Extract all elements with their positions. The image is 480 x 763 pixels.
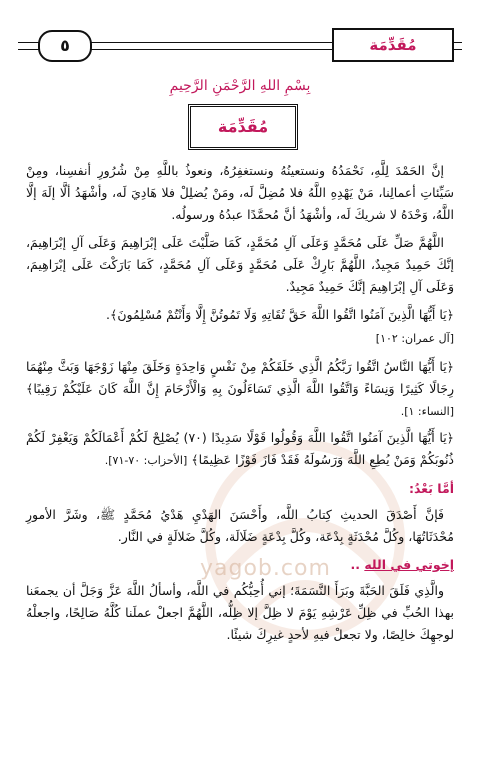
basmala: بِسْمِ اللهِ الرَّحْمَنِ الرَّحِيمِ	[169, 78, 311, 94]
main-text	[26, 160, 454, 652]
page-header	[18, 30, 462, 60]
opening-paragraph: إنَّ الحَمْدَ لِلَّهِ، نَحْمَدُهُ ونستعينُهُ ونستغفِرُهُ، ونعوذُ باللَّهِ مِنْ شُرُورِ أنفسِنا، ومِنْ سَيِّئاتِ أعمالِنا، مَنْ يَهْدِهِ اللَّهُ فلا مُضِلَّ لَه، ومَنْ يُضلِلْ فلا هَادِيَ لَه، وأشْهَدُ ألَّا إلَهَ إلَّا اللَّهُ، وَحْدَهُ لا شريكَ لَه، وأشْهَدُ أنَّ مُحمَّدًا عبدُهُ ورسولُه.	[26, 163, 454, 222]
ayah-an-nisa-reference: [النساء: ١].	[400, 405, 454, 418]
ayah-al-imran: ﴿يَا أَيُّهَا الَّذِينَ آمَنُوا اتَّقُوا اللَّهَ حَقَّ تُقَاتِهِ وَلَا تَمُوتُنَّ إِلَّا وَأَنْتُمْ مُسْلِمُونَ﴾.	[106, 307, 454, 322]
ayah-an-nisa-text: ﴿يَا أَيُّهَا النَّاسُ اتَّقُوا رَبَّكُمُ الَّذِي خَلَقَكُمْ مِنْ نَفْسٍ وَاحِدَةٍ وَخَلَقَ مِنْهَا زَوْجَهَا وَبَثَّ مِنْهُمَا رِجَالًا كَثِيرًا وَنِسَاءً وَاتَّقُوا اللَّهَ الَّذِي تَسَاءَلُونَ بِهِ وَالْأَرْحَامَ إِنَّ اللَّهَ كَانَ عَلَيْكُمْ رَقِيبًا﴾	[26, 359, 454, 396]
running-title: مُقَدِّمَة	[332, 28, 454, 62]
ayah-al-ahzab	[26, 427, 454, 472]
brothers-heading-trail: ..	[350, 557, 360, 572]
brothers-heading-text: إخوتي في الله	[364, 557, 454, 572]
ayah-al-ahzab-reference: [الأحزاب: ٧٠-٧١].	[104, 454, 188, 467]
ayah-al-ahzab-text: ﴿يَا أَيُّهَا الَّذِينَ آمَنُوا اتَّقُوا اللَّهَ وَقُولُوا قَوْلًا سَدِيدًا (٧٠) يُصْلِحْ لَكُمْ أَعْمَالَكُمْ وَيَغْفِرْ لَكُمْ ذُنُوبَكُمْ وَمَنْ يُطِعِ اللَّهَ وَرَسُولَهُ فَقَدْ فَازَ فَوْزًا عَظِيمًا﴾	[26, 430, 454, 467]
page-number: ٥	[38, 30, 92, 62]
ayah-an-nisa	[26, 356, 454, 423]
watermark-url: yagob.com	[200, 556, 331, 581]
salawat-paragraph: اللَّهُمَّ صَلِّ عَلَى مُحَمَّدٍ وَعَلَى آلِ مُحَمَّدٍ، كَمَا صَلَّيْتَ عَلَى إبْرَاهِيمَ وَعَلَى آلِ إبْرَاهِيمَ، إنَّكَ حَمِيدٌ مَجِيدٌ، اللَّهُمَّ بَارِكْ عَلَى مُحَمَّدٍ وَعَلَى آلِ مُحَمَّدٍ، كَمَا بَارَكْتَ عَلَى إبْرَاهِيمَ، وَعَلَى آلِ إبْرَاهِيمَ إنَّكَ حَمِيدٌ مَجِيدٌ.	[26, 235, 454, 294]
section-title: مُقَدِّمَة	[188, 104, 298, 150]
closing-paragraph: والَّذِي فَلَقَ الحَبَّةَ وبَرَأَ النَّسَمَةَ؛ إني أُحِبُّكُم في اللَّه، وأسألُ اللَّهَ عَزَّ وَجَلَّ أن يجمعَنا بهذا الحُبِّ في ظِلِّ عَرْشِهِ يَوْمَ لا ظِلَّ إلا ظِلُّه، اللَّهُمَّ اجعلْ عملَنا كُلَّهُ صَالِحًا، واجعلْهُ لوجهِكَ خالِصًا، ولا تجعلْ فيهِ لأحدٍ غيرِكَ شيئًا.	[26, 583, 454, 642]
brothers-heading	[26, 554, 454, 576]
hadith-paragraph: فَإنَّ أَصْدَقَ الحديثِ كِتابُ اللَّه، وأَحْسَنَ الهَدْيِ هَدْيُ مُحَمَّدٍ ﷺ، وشَرَّ الأمورِ مُحْدَثَاتُهَا، وكُلَّ مُحْدَثَةٍ بِدْعَة، وكُلَّ بِدْعَةٍ ضَلَالَة، وكُلَّ ضَلالَةٍ في النَّار.	[26, 507, 454, 544]
amma-baad-heading: أمَّا بَعْدُ:	[408, 481, 454, 496]
ayah-al-imran-reference: [آل عمران: ١٠٢]	[375, 332, 454, 345]
